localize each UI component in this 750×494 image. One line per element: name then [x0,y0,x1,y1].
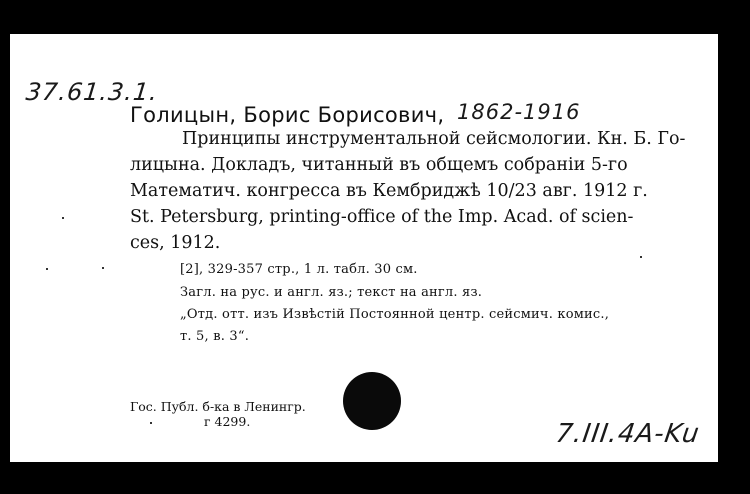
punch-hole [343,372,401,430]
title-line: St. Petersburg, printing-office of the Imp. Acad. of scien- [130,207,634,227]
catalog-card [10,34,718,462]
title-line: Принципы инструментальной сейсмологии. Кн. Б. Го- [182,129,686,149]
title-line: ces, 1912. [130,233,221,253]
series-note-cont: т. 5, в. 3“. [180,329,250,344]
accession-number: г 4299. [204,414,251,429]
title-line: Математич. конгресса въ Кембриджѣ 10/23 авг. 1912 г. [130,181,648,201]
language-note: Загл. на рус. и англ. яз.; текст на англ. яз. [180,285,483,300]
speck [46,268,48,270]
series-note: „Отд. отт. изъ Извѣстій Постоянной центр. сейсмич. комис., [180,307,610,322]
collation-note: [2], 329-357 стр., 1 л. табл. 30 см. [180,262,418,277]
speck [640,256,642,258]
title-line: лицына. Докладъ, читанный въ общемъ собраніи 5-го [130,155,628,175]
call-number: 37.61.3.1. [24,78,160,106]
speck [62,217,64,219]
library-stamp: Гос. Публ. б-ка в Ленингр. [130,399,306,414]
speck [150,422,152,424]
speck [102,267,104,269]
author-heading: Голицын, Борис Борисович, [130,103,445,127]
title-description [130,126,696,256]
shelf-mark: 7.III.4A-Ku [553,419,702,449]
author-dates: 1862-1916 [457,100,581,124]
